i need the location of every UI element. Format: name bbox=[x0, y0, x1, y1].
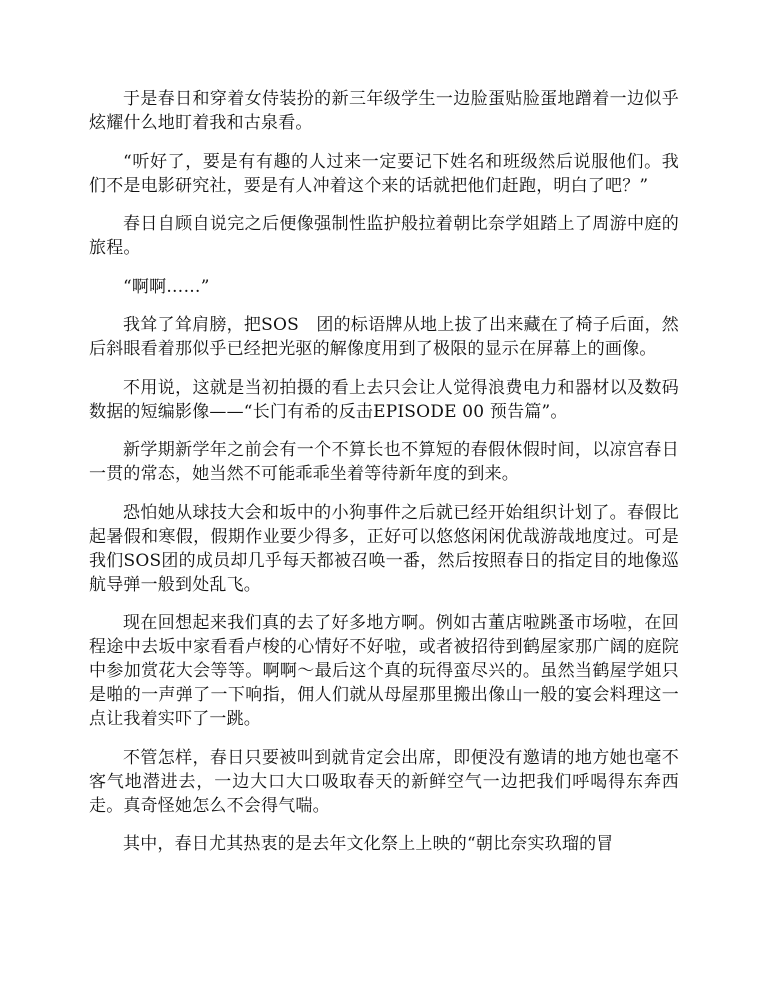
paragraph: 恐怕她从球技大会和坂中的小狗事件之后就已经开始组织计划了。春假比起暑假和寒假，假期作业要少得多，正好可以悠悠闲闲优哉游哉地度过。可是我们SOS团的成员却几乎每天都被召唤一番，然后按照春日的指定目的地像巡航导弹一般到处乱飞。 bbox=[89, 502, 679, 595]
body-text bbox=[89, 87, 679, 871]
paragraph: 其中，春日尤其热衷的是去年文化祭上上映的“朝比奈实玖瑠的冒 bbox=[123, 834, 614, 854]
paragraph: 我耸了耸肩膀，把SOS 团的标语牌从地上拔了出来藏在了椅子后面，然后斜眼看着那似乎已经把光驱的解像度用到了极限的显示在屏幕上的画像。 bbox=[89, 315, 679, 359]
paragraph: “听好了，要是有有趣的人过来一定要记下姓名和班级然后说服他们。我们不是电影研究社，要是有人冲着这个来的话就把他们赶跑，明白了吧？” bbox=[89, 151, 679, 196]
paragraph: 现在回想起来我们真的去了好多地方啊。例如古董店啦跳蚤市场啦，在回程途中去坂中家看看卢梭的心情好不好啦，或者被招待到鹤屋家那广阔的庭院中参加赏花大会等等。啊啊～最后这个真的玩得蛮尽兴的。虽然当鹤屋学姐只是啪的一声弹了一下响指，佣人们就从母屋那里搬出像山一般的宴会料理这一点让我着实吓了一跳。 bbox=[89, 613, 679, 729]
paragraph: 不管怎样，春日只要被叫到就肯定会出席，即便没有邀请的地方她也毫不客气地潜进去，一边大口大口吸取春天的新鲜空气一边把我们呼喝得东奔西走。真奇怪她怎么不会得气喘。 bbox=[89, 747, 679, 816]
paragraph: 新学期新学年之前会有一个不算长也不算短的春假休假时间，以凉宫春日一贯的常态，她当然不可能乖乖坐着等待新年度的到来。 bbox=[89, 440, 679, 484]
paragraph: 不用说，这就是当初拍摄的看上去只会让人觉得浪费电力和器材以及数码数据的短编影像——“长门有希的反击EPISODE 00 预告篇”。 bbox=[89, 377, 679, 422]
paragraph: 于是春日和穿着女侍装扮的新三年级学生一边脸蛋贴脸蛋地蹭着一边似乎炫耀什么地盯着我和古泉看。 bbox=[89, 89, 679, 133]
paragraph: 春日自顾自说完之后便像强制性监护般拉着朝比奈学姐踏上了周游中庭的旅程。 bbox=[89, 214, 679, 258]
paragraph: “啊啊……” bbox=[123, 276, 210, 297]
